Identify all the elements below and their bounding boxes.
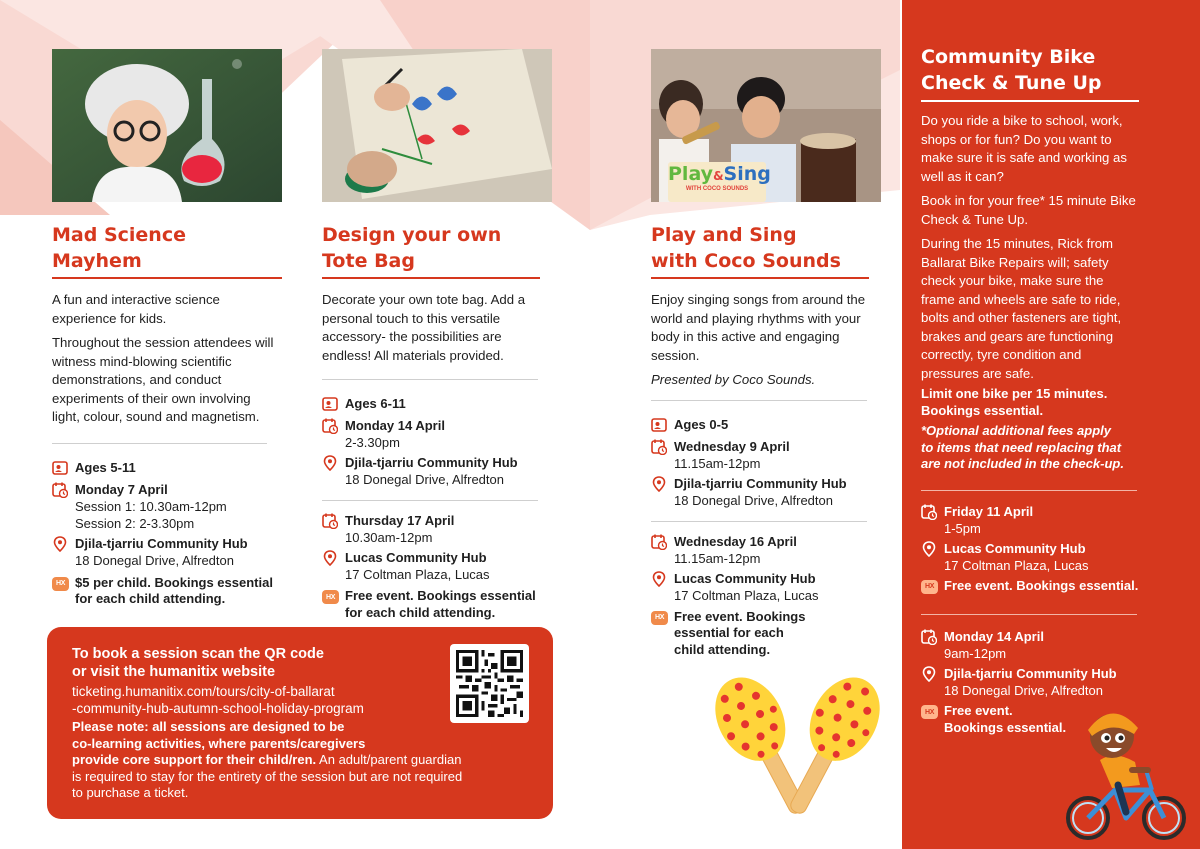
date-row: Wednesday 9 April 11.15am-12pm — [651, 438, 869, 472]
venue-row: Djila-tjarriu Community Hub 18 Donegal Drive, Alfredton — [651, 475, 869, 509]
map-pin-icon — [921, 541, 937, 557]
venue-row: Lucas Community Hub 17 Coltman Plaza, Lucas — [921, 540, 1139, 574]
fee-row: HX $5 per child. Bookings essential for each child attending. — [52, 575, 282, 608]
play-and-sing-logo: Play&Sing WITH COCO SOUNDS — [668, 162, 766, 202]
maracas-illustration — [700, 668, 890, 828]
date-row: Monday 7 April Session 1: 10.30am-12pm Session 2: 2-3.30pm — [52, 481, 282, 532]
tote-bag-title: Design your own Tote Bag — [322, 222, 540, 279]
booking-box — [47, 627, 553, 819]
cyclist-illustration — [1060, 690, 1190, 840]
tote-bag-photo — [322, 49, 552, 202]
venue-row: Lucas Community Hub 17 Coltman Plaza, Lucas — [651, 570, 869, 604]
mad-science-photo — [52, 49, 282, 202]
venue-row: Djila-tjarriu Community Hub 18 Donegal Drive, Alfredton — [322, 454, 540, 488]
humanitix-badge-icon: HX — [921, 705, 938, 719]
venue-row: Lucas Community Hub 17 Coltman Plaza, Lucas — [322, 549, 540, 583]
date-row: Monday 14 April 9am-12pm — [921, 628, 1139, 662]
humanitix-badge-icon: HX — [651, 611, 668, 625]
fee-row: HX Free event. Bookings essential for each child attending. — [322, 588, 540, 621]
mad-science-column — [52, 222, 282, 608]
bike-check-column — [902, 0, 1200, 849]
fee-row: HX Free event. Bookings essential for each child attending. — [651, 609, 869, 659]
calendar-clock-icon — [52, 482, 68, 498]
age-row: Ages 0-5 — [651, 416, 869, 433]
play-and-sing-description: Enjoy singing songs from around the world and playing rhythms with your body in this active and engaging session. — [651, 292, 866, 363]
mad-science-description: Throughout the session attendees will witness mind-blowing scientific demonstrations, and conduct experiments of their own involving light, colour, sound and magnetism. — [52, 335, 274, 424]
mad-science-title: Mad Science Mayhem — [52, 222, 282, 279]
map-pin-icon — [322, 455, 338, 471]
humanitix-badge-icon: HX — [921, 580, 938, 594]
fee-row: HX Free event. Bookings essential. — [921, 578, 1139, 595]
calendar-clock-icon — [921, 629, 937, 645]
map-pin-icon — [651, 571, 667, 587]
tote-bag-column — [322, 222, 540, 621]
venue-row: Djila-tjarriu Community Hub 18 Donegal Drive, Alfredton — [52, 535, 282, 569]
venue-row: Djila-tjarriu Community Hub 18 Donegal Drive, Alfredton — [921, 665, 1139, 699]
presented-by: Presented by Coco Sounds. — [651, 372, 816, 387]
booking-heading: To book a session scan the QR code or visit the humanitix website — [72, 646, 324, 680]
bike-details: During the 15 minutes, Rick from Ballarat Bike Repairs will; safety check your bike, make sure the frame and wheels are safe to ride, bolts and other fasteners are tight, brakes and gears are functioning correctly, tyre condition and pressures are safe. — [921, 236, 1122, 381]
calendar-clock-icon — [651, 439, 667, 455]
tote-bag-description: Decorate your own tote bag. Add a personal touch to this versatile accessory- the possibilities are endless! All materials provided. — [322, 292, 526, 363]
mad-science-intro: A fun and interactive science experience for kids. — [52, 292, 220, 326]
bike-limit: Limit one bike per 15 minutes. Bookings essential. — [921, 386, 1108, 418]
map-pin-icon — [322, 550, 338, 566]
booking-link[interactable]: ticketing.humanitix.com/tours/city-of-ballarat -community-hub-autumn-school-holiday-program — [72, 684, 364, 716]
bike-book-in: Book in for your free* 15 minute Bike Check & Tune Up. — [921, 193, 1136, 227]
calendar-clock-icon — [322, 418, 338, 434]
fee-row: HX Free event. Bookings essential. — [921, 703, 1139, 736]
booking-note: Please note: all sessions are designed to be co-learning activities, where parents/caregivers provide core support for their child/ren. An adult/parent guardian is required to stay for the entirety of the session but are not required to purchase a ticket. — [72, 719, 463, 800]
humanitix-badge-icon: HX — [52, 577, 69, 591]
qr-code[interactable] — [450, 644, 529, 723]
play-and-sing-title: Play and Sing with Coco Sounds — [651, 222, 869, 279]
humanitix-badge-icon: HX — [322, 590, 339, 604]
calendar-clock-icon — [651, 534, 667, 550]
calendar-clock-icon — [921, 504, 937, 520]
map-pin-icon — [52, 536, 68, 552]
date-row: Wednesday 16 April 11.15am-12pm — [651, 533, 869, 567]
bike-optional-fees: *Optional additional fees apply to items that need replacing that are not included in the check-up. — [921, 423, 1124, 471]
bike-check-title: Community Bike Check & Tune Up — [921, 44, 1139, 102]
map-pin-icon — [921, 666, 937, 682]
age-row: Ages 6-11 — [322, 395, 540, 412]
age-row: Ages 5-11 — [52, 459, 282, 476]
person-card-icon — [322, 396, 338, 412]
play-and-sing-column — [651, 222, 869, 658]
person-card-icon — [651, 417, 667, 433]
date-row: Thursday 17 April 10.30am-12pm — [322, 512, 540, 546]
date-row: Friday 11 April 1-5pm — [921, 503, 1139, 537]
bike-intro: Do you ride a bike to school, work, shops or for fun? Do you want to make sure it is safe and working as well as it can? — [921, 113, 1127, 184]
date-row: Monday 14 April 2-3.30pm — [322, 417, 540, 451]
calendar-clock-icon — [322, 513, 338, 529]
map-pin-icon — [651, 476, 667, 492]
person-card-icon — [52, 460, 68, 476]
